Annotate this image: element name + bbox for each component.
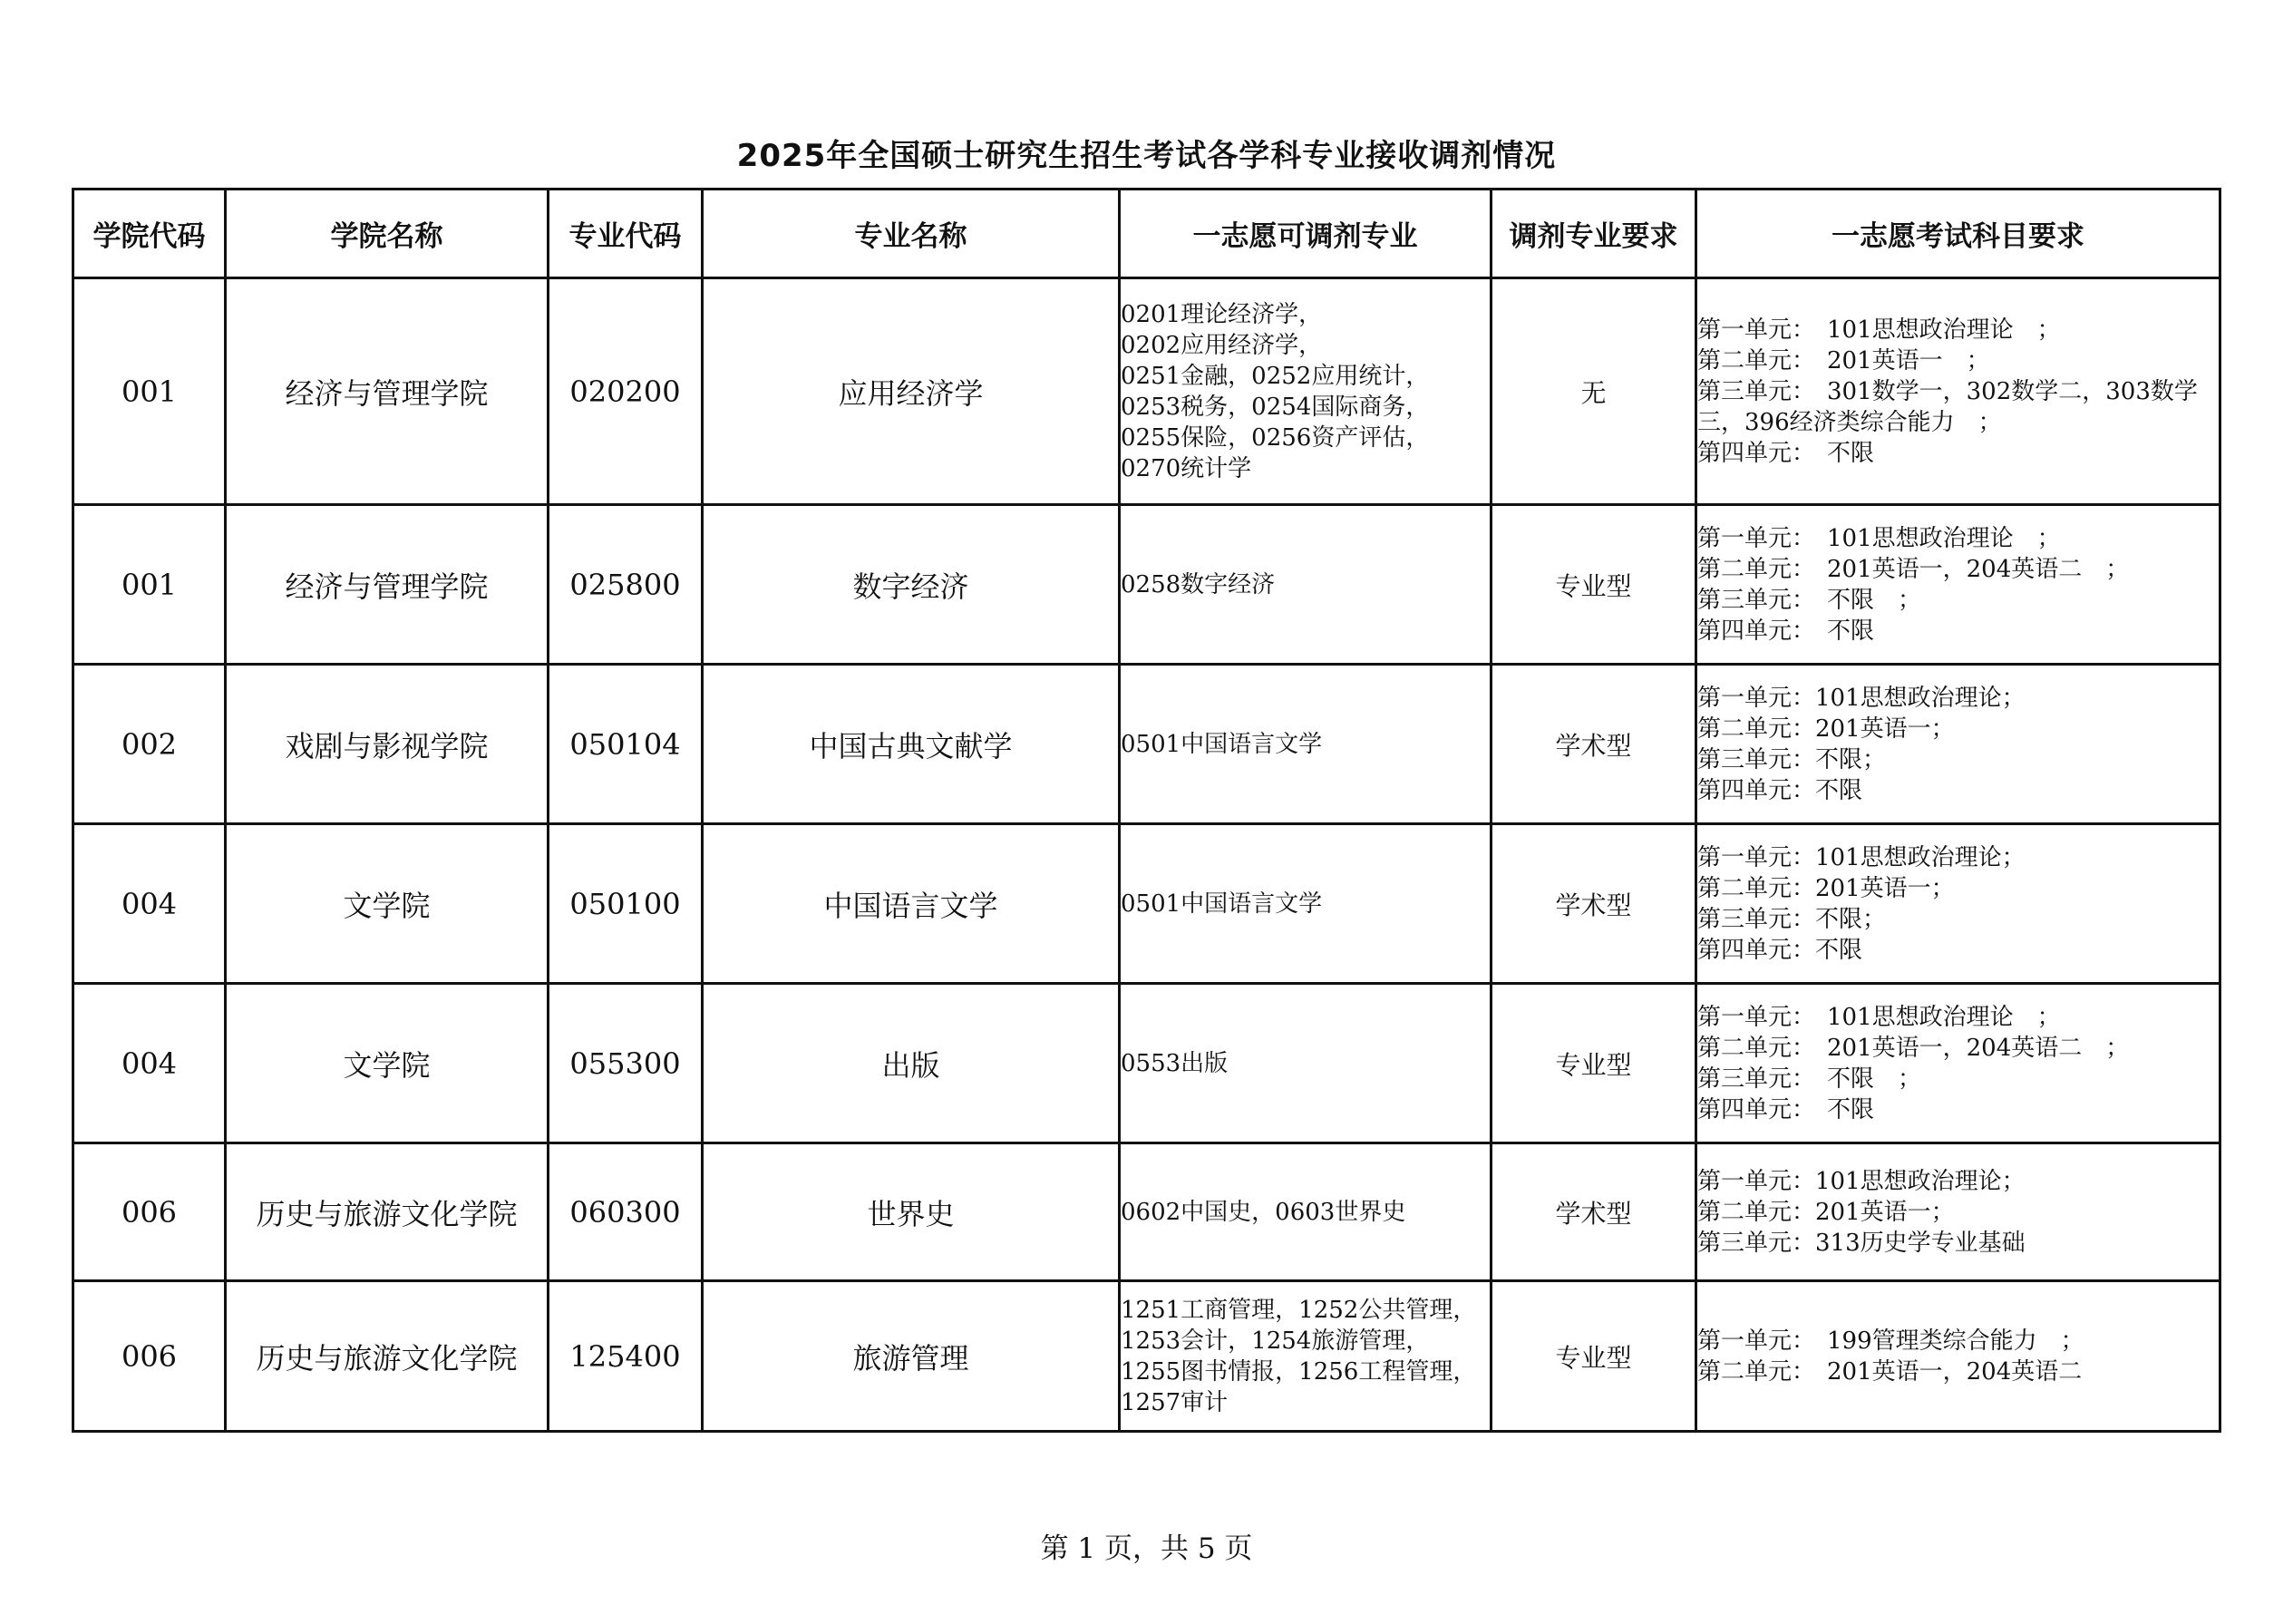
page-title: 2025年全国硕士研究生招生考试各学科专业接收调剂情况 <box>736 138 1557 174</box>
major-name-cell: 中国语言文学 <box>703 824 1120 984</box>
college-name-cell: 历史与旅游文化学院 <box>226 1143 549 1281</box>
transferable-cell <box>1120 1143 1491 1281</box>
table-row <box>73 1281 2220 1432</box>
table-row <box>73 984 2220 1143</box>
exam-cell <box>1696 984 2220 1143</box>
header-major-code: 专业代码 <box>549 190 703 278</box>
exam-cell <box>1696 1143 2220 1281</box>
college-name-cell: 经济与管理学院 <box>226 278 549 505</box>
header-college-code: 学院代码 <box>73 190 226 278</box>
major-code-cell: 125400 <box>549 1281 703 1432</box>
table-row <box>73 278 2220 505</box>
transferable-line: 0602中国史，0603世界史 <box>1121 1198 1406 1226</box>
requirement-cell: 专业型 <box>1491 1281 1696 1432</box>
adjustment-table <box>72 188 2221 1433</box>
exam-line: 第三单元：不限； <box>1697 905 1887 933</box>
exam-cell <box>1696 1281 2220 1432</box>
college-code-cell: 006 <box>73 1281 226 1432</box>
college-name-cell: 文学院 <box>226 824 549 984</box>
exam-line: 第三单元：不限； <box>1697 745 1887 773</box>
major-name-cell: 应用经济学 <box>703 278 1120 505</box>
table-row <box>73 824 2220 984</box>
transferable-line: 0253税务，0254国际商务， <box>1121 393 1430 421</box>
exam-line: 第二单元：201英语一； <box>1697 874 1955 902</box>
exam-cell <box>1696 665 2220 824</box>
major-code-cell: 025800 <box>549 505 703 665</box>
transferable-cell <box>1120 984 1491 1143</box>
transferable-cell <box>1120 1281 1491 1432</box>
major-code-cell: 050104 <box>549 665 703 824</box>
requirement-cell: 学术型 <box>1491 1143 1696 1281</box>
college-name-cell: 经济与管理学院 <box>226 505 549 665</box>
college-code-cell: 004 <box>73 824 226 984</box>
exam-line: 第三单元： 不限 ； <box>1697 1065 1922 1093</box>
exam-line: 第一单元： 101思想政治理论 ； <box>1697 1003 2061 1031</box>
table-row <box>73 505 2220 665</box>
exam-line: 第一单元： 101思想政治理论 ； <box>1697 316 2061 344</box>
major-code-cell: 050100 <box>549 824 703 984</box>
college-code-cell: 004 <box>73 984 226 1143</box>
transferable-line: 1253会计，1254旅游管理， <box>1121 1327 1430 1355</box>
college-code-cell: 002 <box>73 665 226 824</box>
exam-line: 第三单元： 301数学一，302数学二，303数学三，396经济类综合能力 ； <box>1697 377 2198 436</box>
exam-line: 第一单元：101思想政治理论； <box>1697 1167 2026 1195</box>
transferable-line: 0202应用经济学， <box>1121 331 1323 359</box>
header-row <box>73 190 2220 278</box>
exam-line: 第一单元：101思想政治理论； <box>1697 843 2026 871</box>
transferable-line: 0258数字经济 <box>1121 570 1276 598</box>
header-major-name: 专业名称 <box>703 190 1120 278</box>
transferable-line: 0270统计学 <box>1121 454 1252 482</box>
transferable-cell <box>1120 505 1491 665</box>
major-name-cell: 数字经济 <box>703 505 1120 665</box>
transferable-line: 0501中国语言文学 <box>1121 730 1323 758</box>
major-name-cell: 中国古典文献学 <box>703 665 1120 824</box>
requirement-cell: 专业型 <box>1491 505 1696 665</box>
header-exam: 一志愿考试科目要求 <box>1696 190 2220 278</box>
requirement-cell: 学术型 <box>1491 824 1696 984</box>
transferable-line: 0553出版 <box>1121 1049 1229 1077</box>
major-name-cell: 旅游管理 <box>703 1281 1120 1432</box>
requirement-cell: 学术型 <box>1491 665 1696 824</box>
header-requirement: 调剂专业要求 <box>1491 190 1696 278</box>
transferable-line: 1255图书情报，1256工程管理， <box>1121 1357 1477 1386</box>
transferable-line: 0201理论经济学， <box>1121 300 1323 328</box>
page-number-footer: 第 1 页，共 5 页 <box>1040 1532 1253 1565</box>
transferable-cell <box>1120 278 1491 505</box>
exam-line: 第一单元：101思想政治理论； <box>1697 684 2026 712</box>
transferable-cell <box>1120 824 1491 984</box>
requirement-cell: 专业型 <box>1491 984 1696 1143</box>
exam-line: 第三单元：313历史学专业基础 <box>1697 1229 2026 1257</box>
major-code-cell: 020200 <box>549 278 703 505</box>
exam-line: 第四单元： 不限 <box>1697 1095 1875 1123</box>
table-row <box>73 1143 2220 1281</box>
exam-line: 第二单元： 201英语一，204英语二 <box>1697 1357 2083 1386</box>
exam-line: 第四单元：不限 <box>1697 776 1863 804</box>
exam-line: 第二单元：201英语一； <box>1697 1198 1955 1226</box>
header-transferable: 一志愿可调剂专业 <box>1120 190 1491 278</box>
exam-cell <box>1696 278 2220 505</box>
exam-line: 第一单元： 199管理类综合能力 ； <box>1697 1327 2084 1355</box>
college-name-cell: 文学院 <box>226 984 549 1143</box>
college-code-cell: 001 <box>73 278 226 505</box>
exam-line: 第四单元： 不限 <box>1697 617 1875 645</box>
exam-line: 第二单元： 201英语一 ； <box>1697 346 1990 374</box>
exam-line: 第四单元： 不限 <box>1697 439 1875 467</box>
transferable-line: 0255保险，0256资产评估， <box>1121 423 1430 452</box>
requirement-cell: 无 <box>1491 278 1696 505</box>
exam-cell <box>1696 505 2220 665</box>
college-code-cell: 001 <box>73 505 226 665</box>
transferable-line: 0251金融，0252应用统计， <box>1121 362 1430 390</box>
transferable-line: 1251工商管理，1252公共管理， <box>1121 1296 1477 1324</box>
transferable-line: 1257审计 <box>1121 1388 1229 1416</box>
table-row <box>73 665 2220 824</box>
major-name-cell: 世界史 <box>703 1143 1120 1281</box>
major-name-cell: 出版 <box>703 984 1120 1143</box>
exam-line: 第四单元：不限 <box>1697 936 1863 964</box>
exam-line: 第二单元： 201英语一，204英语二 ； <box>1697 1034 2130 1062</box>
exam-line: 第三单元： 不限 ； <box>1697 586 1922 614</box>
major-code-cell: 060300 <box>549 1143 703 1281</box>
college-code-cell: 006 <box>73 1143 226 1281</box>
transferable-cell <box>1120 665 1491 824</box>
college-name-cell: 戏剧与影视学院 <box>226 665 549 824</box>
transferable-line: 0501中国语言文学 <box>1121 890 1323 918</box>
college-name-cell: 历史与旅游文化学院 <box>226 1281 549 1432</box>
exam-line: 第二单元： 201英语一，204英语二 ； <box>1697 555 2130 583</box>
exam-line: 第二单元：201英语一； <box>1697 715 1955 743</box>
header-college-name: 学院名称 <box>226 190 549 278</box>
exam-cell <box>1696 824 2220 984</box>
major-code-cell: 055300 <box>549 984 703 1143</box>
exam-line: 第一单元： 101思想政治理论 ； <box>1697 524 2061 552</box>
